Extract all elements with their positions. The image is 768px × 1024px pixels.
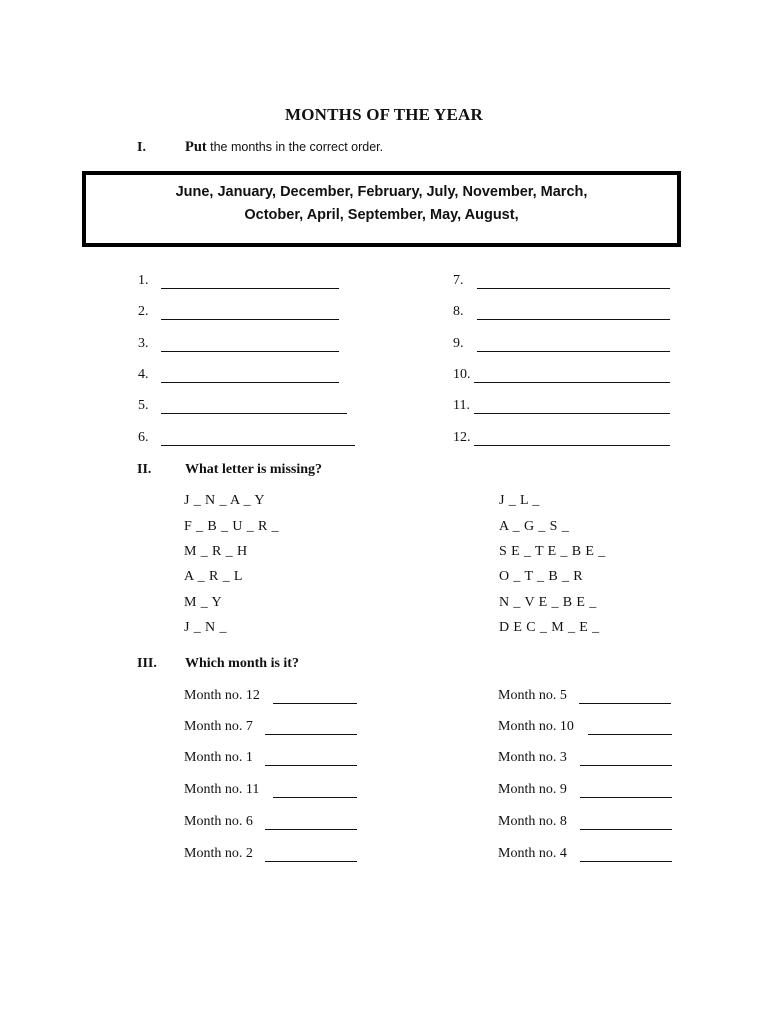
order-blank-12[interactable] — [474, 445, 670, 446]
order-number-8: 8. — [453, 304, 464, 319]
page-title: MONTHS OF THE YEAR — [284, 105, 484, 124]
month-no-right-3: Month no. 3 — [498, 750, 567, 765]
month-no-right-5: Month no. 8 — [498, 814, 567, 829]
month-blank-left-1[interactable] — [273, 703, 357, 704]
month-blank-right-1[interactable] — [579, 703, 671, 704]
word-box-line-2: October, April, September, May, August, — [244, 207, 519, 223]
instruction-text: the months in the correct order. — [210, 140, 384, 154]
order-blank-2[interactable] — [161, 319, 339, 320]
order-blank-1[interactable] — [161, 288, 339, 289]
missing-word-right-4: O _ T _ B _ R — [499, 569, 584, 584]
month-no-left-6: Month no. 2 — [184, 846, 253, 861]
month-no-left-1: Month no. 12 — [184, 688, 260, 703]
month-blank-left-3[interactable] — [265, 765, 357, 766]
month-blank-right-3[interactable] — [580, 765, 672, 766]
month-no-left-4: Month no. 11 — [184, 782, 260, 797]
section-1-instruction — [185, 139, 383, 156]
month-no-right-2: Month no. 10 — [498, 719, 574, 734]
month-blank-right-6[interactable] — [580, 861, 672, 862]
order-number-12: 12. — [453, 430, 471, 445]
order-number-9: 9. — [453, 336, 464, 351]
section-2-numeral: II. — [137, 462, 152, 477]
section-3-numeral: III. — [137, 656, 157, 671]
instruction-lead: Put — [185, 139, 207, 155]
missing-word-right-6: D E C _ M _ E _ — [499, 620, 600, 635]
month-no-right-6: Month no. 4 — [498, 846, 567, 861]
missing-word-left-1: J _ N _ A _ Y — [184, 493, 265, 508]
order-number-3: 3. — [138, 336, 149, 351]
month-no-left-5: Month no. 6 — [184, 814, 253, 829]
month-blank-right-2[interactable] — [588, 734, 672, 735]
word-box-line-1: June, January, December, February, July, November, March, — [175, 184, 588, 200]
order-number-11: 11. — [453, 398, 470, 413]
missing-word-left-4: A _ R _ L — [184, 569, 243, 584]
month-no-left-3: Month no. 1 — [184, 750, 253, 765]
order-number-10: 10. — [453, 367, 471, 382]
order-number-4: 4. — [138, 367, 149, 382]
missing-word-right-5: N _ V E _ B E _ — [499, 595, 597, 610]
order-blank-3[interactable] — [161, 351, 339, 352]
order-blank-6[interactable] — [161, 445, 355, 446]
order-number-1: 1. — [138, 273, 149, 288]
order-blank-9[interactable] — [477, 351, 670, 352]
order-blank-8[interactable] — [477, 319, 670, 320]
missing-word-right-2: A _ G _ S _ — [499, 519, 570, 534]
missing-word-left-2: F _ B _ U _ R _ — [184, 519, 280, 534]
missing-word-left-3: M _ R _ H — [184, 544, 248, 559]
month-blank-right-4[interactable] — [580, 797, 672, 798]
month-word-box — [82, 171, 681, 247]
missing-word-right-3: S E _ T E _ B E _ — [499, 544, 606, 559]
missing-word-right-1: J _ L _ — [499, 493, 540, 508]
month-blank-left-5[interactable] — [265, 829, 357, 830]
order-blank-10[interactable] — [474, 382, 670, 383]
month-no-left-2: Month no. 7 — [184, 719, 253, 734]
order-blank-5[interactable] — [161, 413, 347, 414]
order-blank-11[interactable] — [474, 413, 670, 414]
section-1-numeral: I. — [137, 140, 146, 155]
order-number-7: 7. — [453, 273, 464, 288]
order-blank-7[interactable] — [477, 288, 670, 289]
order-number-5: 5. — [138, 398, 149, 413]
order-blank-4[interactable] — [161, 382, 339, 383]
missing-word-left-5: M _ Y — [184, 595, 223, 610]
month-blank-left-6[interactable] — [265, 861, 357, 862]
order-number-2: 2. — [138, 304, 149, 319]
month-no-right-4: Month no. 9 — [498, 782, 567, 797]
month-blank-left-2[interactable] — [265, 734, 357, 735]
section-3-heading: Which month is it? — [185, 656, 299, 671]
missing-word-left-6: J _ N _ — [184, 620, 227, 635]
month-blank-right-5[interactable] — [580, 829, 672, 830]
month-blank-left-4[interactable] — [273, 797, 357, 798]
section-2-heading: What letter is missing? — [185, 462, 323, 477]
month-no-right-1: Month no. 5 — [498, 688, 567, 703]
order-number-6: 6. — [138, 430, 149, 445]
